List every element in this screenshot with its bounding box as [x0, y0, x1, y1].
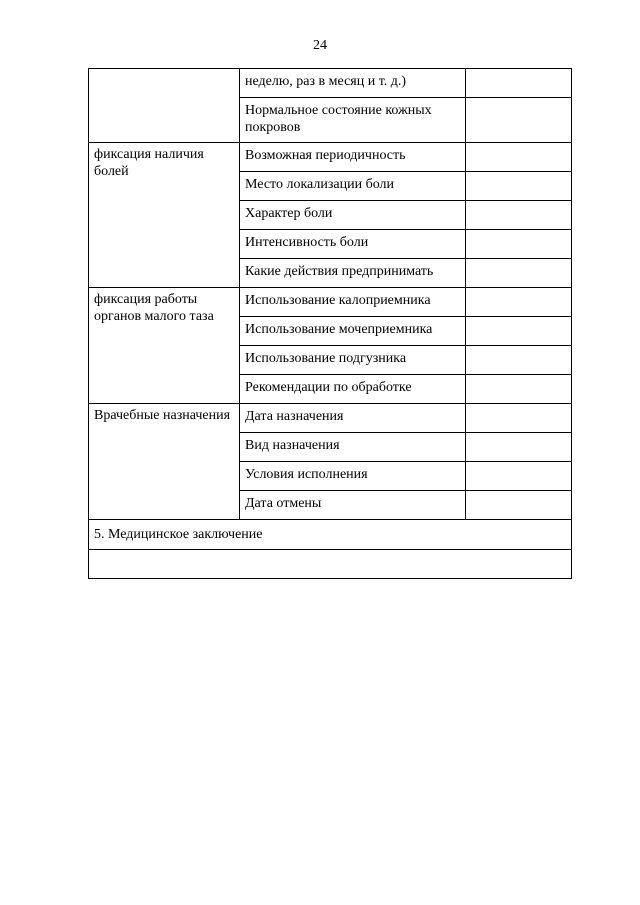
param-cell: Возможная периодичность — [240, 143, 466, 172]
value-cell[interactable] — [466, 317, 572, 346]
page-number: 24 — [313, 38, 327, 53]
value-cell[interactable] — [466, 491, 572, 520]
group-label-pain: фиксация наличия болей — [89, 143, 240, 288]
param-cell: Интенсивность боли — [240, 230, 466, 259]
table-row — [89, 143, 572, 172]
param-cell: Использование калоприемника — [240, 288, 466, 317]
value-cell[interactable] — [466, 346, 572, 375]
param-cell: Условия исполнения — [240, 462, 466, 491]
param-cell: Использование подгузника — [240, 346, 466, 375]
param-cell: Вид назначения — [240, 433, 466, 462]
param-cell: Рекомендации по обработке — [240, 375, 466, 404]
value-cell[interactable] — [466, 259, 572, 288]
group-label-cell — [89, 69, 240, 143]
value-cell[interactable] — [466, 462, 572, 491]
value-cell[interactable] — [466, 172, 572, 201]
section-value-row — [89, 550, 572, 579]
value-cell[interactable] — [466, 230, 572, 259]
value-cell[interactable] — [466, 201, 572, 230]
section-5-title: 5. Медицинское заключение — [89, 520, 572, 550]
param-cell: Характер боли — [240, 201, 466, 230]
param-cell: Использование мочеприемника — [240, 317, 466, 346]
value-cell[interactable] — [466, 143, 572, 172]
param-cell: Дата отмены — [240, 491, 466, 520]
table-row — [89, 404, 572, 433]
param-cell: Дата назначения — [240, 404, 466, 433]
value-cell[interactable] — [466, 404, 572, 433]
value-cell[interactable] — [466, 98, 572, 143]
param-cell: Какие действия предпринимать — [240, 259, 466, 288]
value-cell[interactable] — [466, 69, 572, 98]
param-cell: неделю, раз в месяц и т. д.) — [240, 69, 466, 98]
group-label-prescriptions: Врачебные назначения — [89, 404, 240, 520]
group-label-pelvic: фиксация работы органов малого таза — [89, 288, 240, 404]
table-row — [89, 69, 572, 98]
param-cell: Место локализации боли — [240, 172, 466, 201]
table-row — [89, 288, 572, 317]
value-cell[interactable] — [466, 288, 572, 317]
value-cell[interactable] — [466, 433, 572, 462]
section-title-row — [89, 520, 572, 550]
param-cell: Нормальное состояние кожных покровов — [240, 98, 466, 143]
section-5-value[interactable] — [89, 550, 572, 579]
value-cell[interactable] — [466, 375, 572, 404]
assessment-table — [88, 68, 572, 579]
